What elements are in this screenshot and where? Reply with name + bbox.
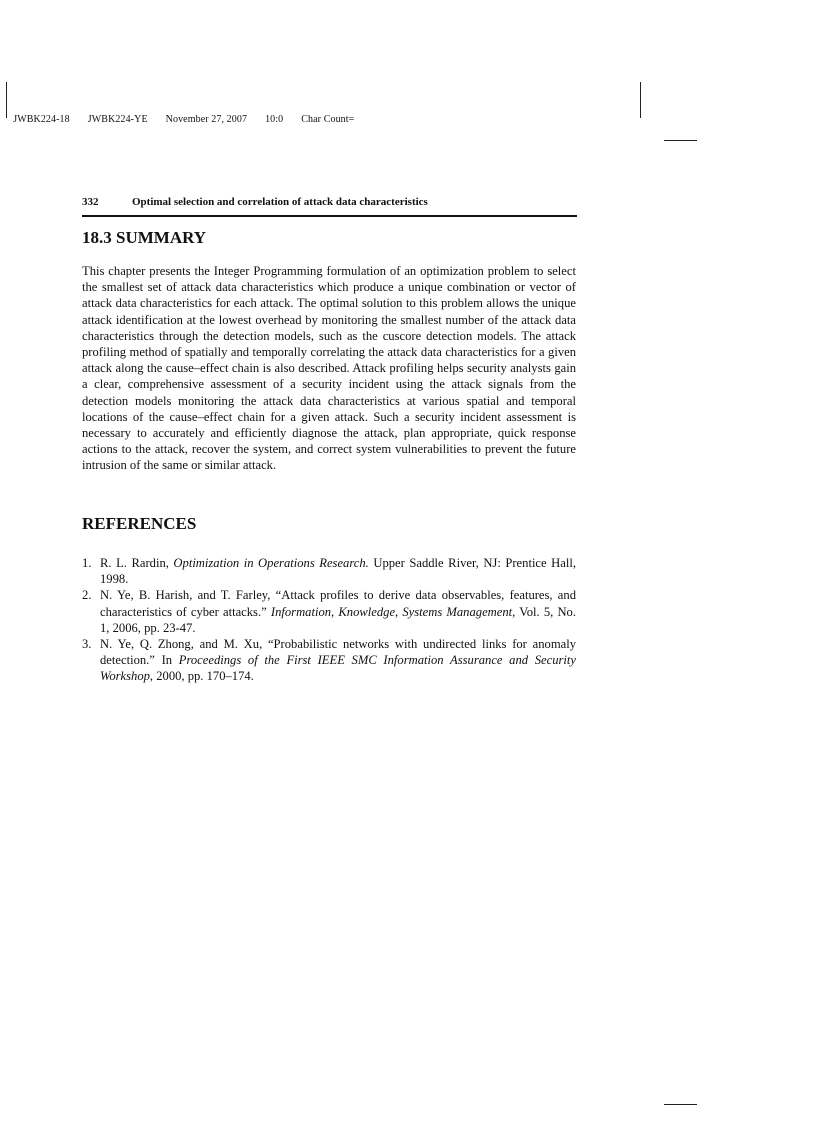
crop-mark-left bbox=[6, 82, 7, 118]
crop-mark-top-right bbox=[664, 140, 697, 141]
running-head-rule bbox=[82, 215, 577, 217]
reference-authors: N. Ye, Q. Zhong, and M. Xu, “Probabilistic networks with undirected links for anomaly detection.” In bbox=[100, 637, 576, 668]
reference-number: 3. bbox=[82, 637, 92, 652]
slug-chapter-code: JWBK224-18 bbox=[13, 114, 70, 125]
slug-char-count: Char Count= bbox=[301, 114, 355, 125]
running-head bbox=[82, 196, 576, 208]
reference-journal: Information, Knowledge, Systems Management bbox=[270, 604, 513, 619]
print-slug bbox=[8, 103, 372, 125]
reference-number: 1. bbox=[82, 556, 92, 570]
reference-pages: , 2000, pp. 170–174. bbox=[149, 669, 254, 684]
reference-number: 2. bbox=[82, 588, 92, 603]
references-heading: REFERENCES bbox=[82, 514, 197, 533]
slug-book-code: JWBK224-YE bbox=[87, 114, 148, 125]
reference-authors: R. L. Rardin, bbox=[100, 556, 174, 570]
reference-title: Optimization in Operations Research. bbox=[173, 556, 369, 570]
reference-authors: N. Ye, B. Harish, and T. Farley, “Attack profiles to derive data observables, features, and characteristics of cyber attacks.” bbox=[100, 588, 576, 619]
page-number: 332 bbox=[82, 196, 99, 208]
reference-item bbox=[82, 555, 576, 587]
slug-date: November 27, 2007 bbox=[165, 114, 248, 125]
summary-paragraph: This chapter presents the Integer Programming formulation of an optimization problem to select the smallest set of attack data characteristics which produce a unique combination or vector of attack data characteristics for each attack. The optimal solution to this problem allows the unique attack identification at the lowest overhead by monitoring the smallest number of the attack data characteristics through the detection models, such as the cuscore detection models. The attack profiling method of spatially and temporally correlating the attack data characteristics for a given attack along the cause–effect chain is also described. Attack profiling helps security analysts gain a clear, comprehensive assessment of a security incident using the attack signals from the detection models monitoring the attack data characteristics at various spatial and temporal locations of the cause–effect chain for a given attack. Such a security incident assessment is necessary to accurately and efficiently diagnose the attack, plan appropriate, quick response actions to the attack, recover the system, and correct system vulnerabilities to prevent the future intrusion of the same or similar attack. bbox=[82, 264, 576, 473]
reference-list bbox=[82, 555, 576, 685]
crop-mark-bottom-right bbox=[664, 1104, 697, 1105]
reference-volume: , Vol. 5, No. 1, 2006, pp. 23-47. bbox=[100, 604, 576, 635]
running-head-title: Optimal selection and correlation of attack data characteristics bbox=[132, 196, 428, 208]
reference-proceedings: Proceedings of the First IEEE SMC Information Assurance and Security Workshop bbox=[100, 653, 577, 684]
reference-item bbox=[82, 587, 576, 636]
slug-time: 10:0 bbox=[265, 114, 284, 125]
crop-mark-right bbox=[640, 82, 641, 118]
summary-heading: 18.3 SUMMARY bbox=[82, 228, 207, 247]
reference-item bbox=[82, 636, 576, 685]
reference-publisher: Upper Saddle River, NJ: Prentice Hall, 1998. bbox=[100, 556, 576, 587]
